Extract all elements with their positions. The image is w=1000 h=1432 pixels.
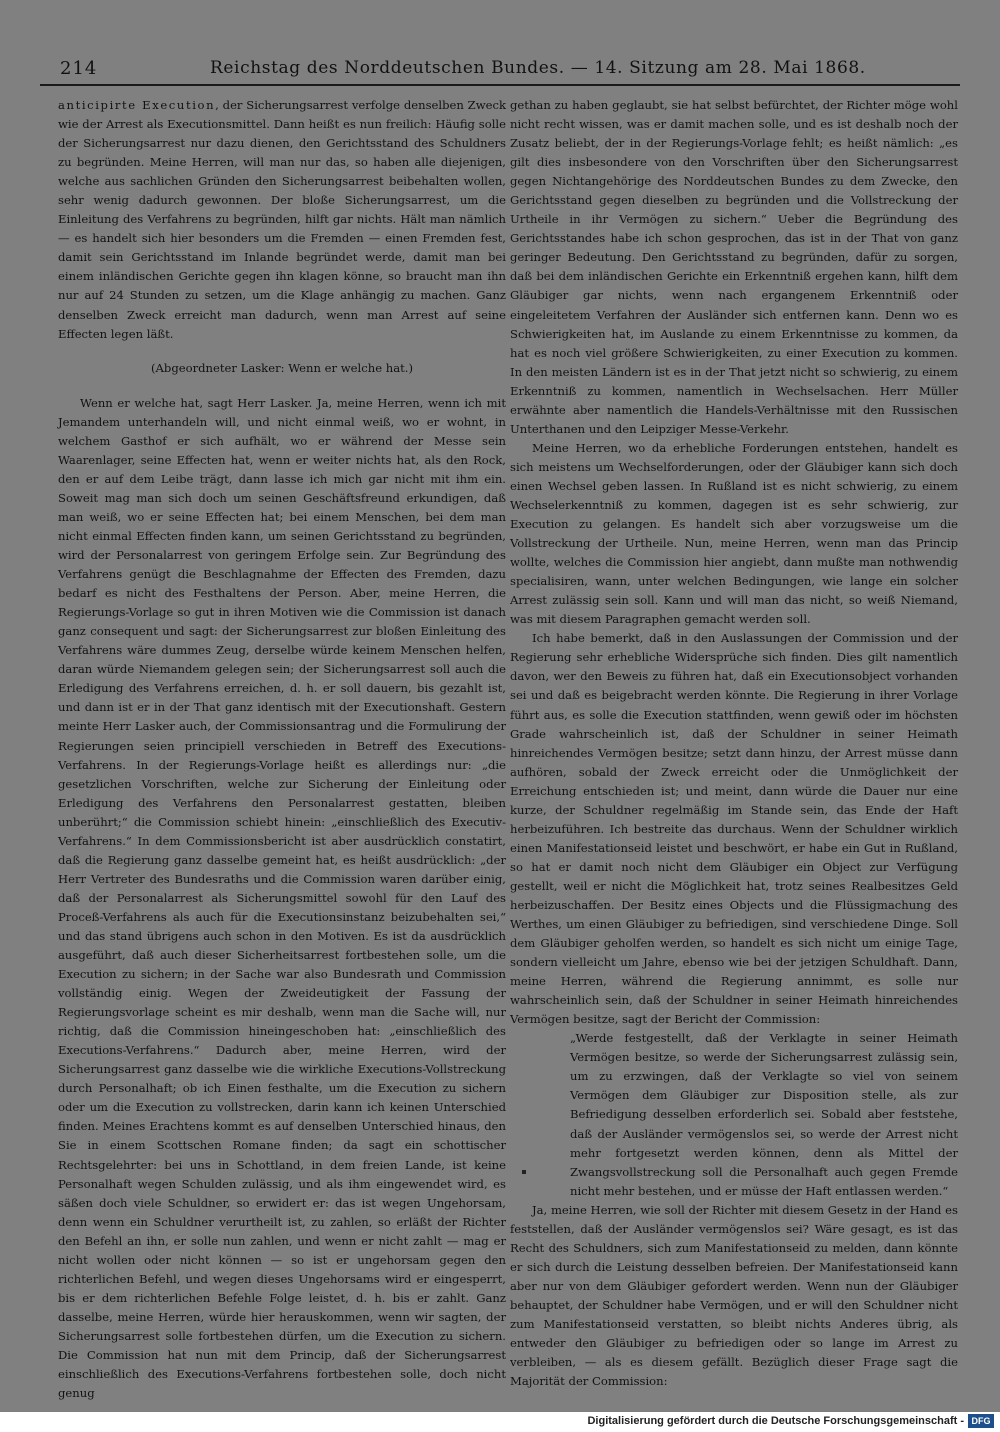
- right-column: [510, 96, 958, 1391]
- emphasized-text: anticipirte Execution: [58, 98, 216, 112]
- running-title: Reichstag des Norddeutschen Bundes. — 14. Sitzung am 28. Mai 1868.: [210, 58, 866, 78]
- margin-mark: [522, 1170, 526, 1174]
- paragraph-text: , der Sicherungsarrest verfolge denselben Zweck wie der Arrest als Executionsmittel. Dann heißt es nun freilich: Häufig solle der Sicherungsarrest nur dazu dienen, den Gerichtsstand des Schuldners zu begründen. Meine Herren, will man nur das, so haben alle diejenigen, welche aus sachlichen Gründen den Sicherungsarrest beibehalten wollen, sehr wenig dadurch gewonnen. Der bloße Sicherungsarrest, um die Einleitung des Verfahrens zu begründen, hilft gar nichts. Hält man nämlich — es handelt sich hier besonders um die Fremden — einen Fremden fest, damit sein Gerichtsstand im Inlande begründet werde, damit man bei einem inländischen Gerichte gegen ihn klagen könne, so braucht man ihn nur auf 24 Stunden zu setzen, um die Klage anhängig zu machen. Ganz denselben Zweck erreicht man dadurch, wenn man Arrest auf seine Effecten legen läßt.: [58, 98, 506, 341]
- left-column: [58, 96, 506, 1403]
- funding-credit: Digitalisierung gefördert durch die Deutsche Forschungsgemeinschaft -: [587, 1415, 964, 1427]
- paragraph: Wenn er welche hat, sagt Herr Lasker. Ja, meine Herren, wenn ich mit Jemandem unterhandeln will, und nicht einmal weiß, wo er wohnt, in welchem Gasthof er sich aufhält, wo er während der Messe sein Waarenlager, seine Effecten hat, wenn er weiter nichts hat, als den Rock, den er auf dem Leibe trägt, dann lasse ich mich gar nicht mit ihm ein. Soweit mag man sich doch um seinen Geschäftsfreund erkundigen, daß man weiß, wo er seine Effecten hat; bei einem Menschen, bei dem man nicht einmal Effecten finden kann, um seinen Gerichtsstand zu begründen, wird der Personalarrest von geringem Erfolge sein. Zur Begründung des Verfahrens genügt die Beschlagnahme der Effecten des Fremden, dazu bedarf es nicht des Festhaltens der Person. Aber, meine Herren, die Regierungs-Vorlage so gut in ihren Motiven wie die Commission ist danach ganz consequent und sagt: der Sicherungsarrest zur bloßen Einleitung des Verfahrens wäre dummes Zeug, derselbe würde keinem Menschen helfen, daran würde Niemandem gelegen sein; der Sicherungsarrest soll auch die Erledigung des Verfahrens erreichen, d. h. er soll dauern, bis gezahlt ist, und dann ist er in der That ganz identisch mit der Executionshaft. Gestern meinte Herr Lasker auch, der Commissionsantrag und die Formulirung der Regierungen seien principiell verschieden in Betreff des Executions-Verfahrens. In der Regierungs-Vorlage heißt es allerdings nur: „die gesetzlichen Vorschriften, welche zur Sicherung der Einleitung oder Erledigung des Verfahrens den Personalarrest gestatten, bleiben unberührt;“ die Commission schiebt hinein: „einschließlich des Executiv-Verfahrens.“ In dem Commissionsbericht ist aber ausdrücklich constatirt, daß die Regierung ganz dasselbe gemeint hat, es heißt ausdrücklich: „der Herr Vertreter des Bundesraths und die Commission waren darüber einig, daß der Personalarrest als Sicherungsmittel sowohl für den Lauf des Proceß-Verfahrens als auch für die Executionsinstanz beizubehalten sei,“ und das stand übrigens auch schon in den Motiven. Es ist da ausdrücklich ausgeführt, daß auch dieser Sicherheitsarrest fortbestehen solle, um die Execution zu sichern; in der Sache war also Bundesrath und Commission vollständig einig. Wegen der Zweideutigkeit der Fassung der Regierungsvorlage scheint es mir deshalb, wenn man die Sache will, nur richtig, daß die Commission hineingeschoben hat: „einschließlich des Executions-Verfahrens.“ Dadurch aber, meine Herren, wird der Sicherungsarrest ganz dasselbe wie die wirkliche Executions-Vollstreckung durch Personalhaft; ob ich Einen festhalte, um die Execution zu sichern oder um die Execution zu vollstrecken, darin kann ich keinen Unterschied finden. Meines Erachtens kommt es auf denselben Unterschied hinaus, den Sie in einem Scottschen Romane finden; da sagt ein schottischer Rechtsgelehrter: bei uns in Schottland, in dem freien Lande, ist keine Personalhaft wegen Schulden zulässig, und als ihm eingewendet wird, es säßen doch viele Schuldner, so erwidert er: das ist wegen Ungehorsam, denn wenn ein Schuldner verurtheilt ist, zu zahlen, so erläßt der Richter den Befehl an ihn, er solle nun zahlen, und wenn er nicht zahlt — mag er nicht wollen oder nicht können — so ist er ungehorsam gegen den richterlichen Befehl, und wegen dieses Ungehorsams wird er eingesperrt, bis er dem richterlichen Befehle Folge leistet, d. h. bis er zahlt. Ganz dasselbe, meine Herren, würde hier herauskommen, wenn wir sagten, der Sicherungsarrest solle fortbestehen dürfen, um die Execution zu sichern. Die Commission hat nun mit dem Princip, daß der Sicherungsarrest einschließlich des Executions-Verfahrens fortbestehen solle, doch nicht genug: [58, 395, 506, 1401]
- paragraph: gethan zu haben geglaubt, sie hat selbst befürchtet, der Richter möge wohl nicht recht wissen, was er damit machen solle, und es ist deshalb noch der Zusatz beliebt, der in der Regierungs-Vorlage fehlt; es heißt nämlich: „es gilt dies insbesondere von den Vorschriften über den Sicherungsarrest gegen Nichtangehörige des Norddeutschen Bundes zu dem Zwecke, den Gerichtsstand gegen dieselben zu begründen und die Vollstreckung der Urtheile in ihr Vermögen zu sichern.“ Ueber die Begründung des Gerichtsstandes habe ich schon gesprochen, das ist in der That von ganz geringer Bedeutung. Den Gerichtsstand zu begründen, dafür zu sorgen, daß bei dem inländischen Gerichte ein Erkenntniß ergehen kann, hilft dem Gläubiger gar nichts, wenn nach ergangenem Erkenntniß oder eingeleitetem Verfahren der Ausländer sich entfernen kann. Denn wo es Schwierigkeiten hat, im Auslande zu einem Erkenntnisse zu kommen, da hat es noch viel größere Schwierigkeiten, zu einer Execution zu kommen. In den meisten Ländern ist es in der That jetzt nicht so schwierig, zu einem Erkenntniß zu kommen, namentlich in Wechselsachen. Herr Müller erwähnte aber namentlich die Handels-Verhältnisse mit den Russischen Unterthanen und den Leipziger Messe-Verkehr.: [510, 98, 958, 436]
- page-number: 214: [60, 58, 98, 79]
- paragraph: Ja, meine Herren, wie soll der Richter mit diesem Gesetz in der Hand es feststellen, daß der Ausländer vermögenslos sei? Wäre gesagt, es ist das Recht des Schuldners, sich zum Manifestationseid zu melden, dann könnte er sich durch die Leistung desselben befreien. Der Manifestationseid kann aber nur von dem Gläubiger gefordert werden. Wenn nun der Gläubiger behauptet, der Schuldner habe Vermögen, und er will den Schuldner nicht zum Manifestationseid verstatten, so bleibt nichts Anderes übrig, als entweder den Gläubiger zu befriedigen oder so lange im Arrest zu verbleiben, — als es diesem gefällt. Bezüglich dieser Frage sagt die Majorität der Commission:: [510, 1202, 958, 1389]
- paragraph: Meine Herren, wo da erhebliche Forderungen entstehen, handelt es sich meistens um Wechselforderungen, oder der Gläubiger kann sich doch einen Wechsel geben lassen. In Rußland ist es nicht schwierig, zu einem Wechselerkenntniß zu kommen, dagegen ist es sehr schwierig, zur Execution zu gelangen. Es handelt sich aber vorzugsweise um die Vollstreckung der Urtheile. Nun, meine Herren, wenn man das Princip wollte, welches die Commission hier angiebt, dann mußte man nothwendig specialisiren, wann, unter welchen Bedingungen, wie lange ein solcher Arrest zulässig sein soll. Kann und will man das nicht, so weiß Niemand, was mit diesem Paragraphen gemacht werden soll.: [510, 440, 958, 627]
- dfg-logo: DFG: [968, 1414, 994, 1428]
- block-quote: „Werde festgestellt, daß der Verklagte in seiner Heimath Vermögen besitze, so werde der Sicherungsarrest zulässig sein, um zu erzwingen, daß der Verklagte so viel von seinem Vermögen dem Gläubiger zur Disposition stelle, als zur Befriedigung desselben erforderlich sei. Sobald aber feststehe, daß der Ausländer vermögenslos sei, so werde der Arrest nicht mehr fortgesetzt werden können, denn als Mittel der Zwangsvollstreckung soll die Personalhaft auch gegen Fremde nicht mehr bestehen, und er müsse der Haft entlassen werden.“: [570, 1031, 958, 1198]
- paragraph: [58, 96, 506, 344]
- paragraph: Ich habe bemerkt, daß in den Auslassungen der Commission und der Regierung sehr erhebliche Widersprüche sich finden. Dies gilt namentlich davon, wer den Beweis zu führen hat, daß ein Executionsobject vorhanden sei und daß es beigebracht werden könnte. Die Regierung in ihrer Vorlage führt aus, es solle die Execution stattfinden, wenn gewiß oder im höchsten Grade wahrscheinlich ist, daß der Schuldner in seiner Heimath hinreichendes Vermögen besitze; setzt dann hinzu, der Arrest müsse dann aufhören, sobald der Zweck erreicht oder die Unmöglichkeit der Erreichung entschieden ist; und meint, dann würde die Dauer nur eine kurze, der Schuldner regelmäßig im Stande sein, das Ende der Haft herbeizuführen. Ich bestreite das durchaus. Wenn der Schuldner wirklich einen Manifestationseid leistet und beschwört, er habe ein Gut in Rußland, so hat er damit noch nicht dem Gläubiger ein Object zur Verfügung gestellt, weil er nicht die Möglichkeit hat, trotz seines Realbesitzes Geld herbeizuschaffen. Der Besitz eines Objects und die Flüssigmachung des Werthes, um einen Gläubiger zu befriedigen, sind verschiedene Dinge. Soll dem Gläubiger geholfen werden, so handelt es sich nicht um einige Tage, sondern vielleicht um Jahre, ebenso wie bei der jetzigen Schuldhaft. Dann, meine Herren, während die Regierung annimmt, es solle nur wahrscheinlich sein, daß der Schuldner in seiner Heimath hinreichendes Vermögen besitze, sagt der Bericht der Commission:: [510, 631, 958, 1027]
- interjection: (Abgeordneter Lasker: Wenn er welche hat.): [151, 360, 413, 375]
- running-header: [40, 54, 960, 86]
- footer-bar: [0, 1412, 1000, 1432]
